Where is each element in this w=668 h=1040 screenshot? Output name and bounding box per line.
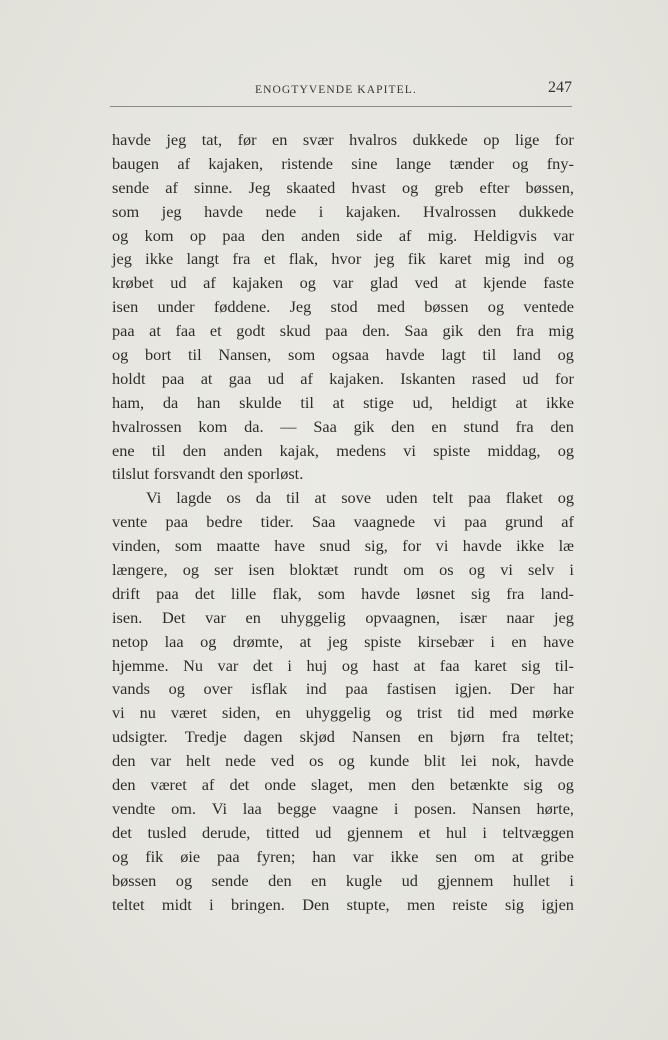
text-line: Vi lagde os da til at sove uden telt paa flaket og [146,488,574,508]
text-line: bøssen og sende den en kugle ud gjennem hullet i [112,870,574,890]
text-line: som jeg havde nede i kajaken. Hvalrossen dukkede [112,201,574,221]
text-line: vinden, som maatte have snud sig, for vi havde ikke læ [112,536,574,556]
text-line: hvalrossen kom da. — Saa gik den en stund fra den [112,416,574,436]
header-rule [110,106,572,107]
running-title: ENOGTYVENDE KAPITEL. [255,84,417,96]
text-line: netop laa og drømte, at jeg spiste kirsebær i en have [112,631,574,651]
text-line: isen under føddene. Jeg stod med bøssen og ventede [112,297,574,317]
text-line: tilslut forsvandt den sporløst. [112,464,304,484]
page-header [110,80,574,106]
text-line: og fik øie paa fyren; han var ikke sen om at gribe [112,846,574,866]
text-line: hjemme. Nu var det i huj og hast at faa karet sig til- [112,655,574,675]
text-line: længere, og ser isen bloktæt rundt om os og vi selv i [112,560,574,580]
text-line: sende af sinne. Jeg skaated hvast og greb efter bøssen, [112,177,574,197]
text-line: isen. Det var en uhyggelig opvaagnen, især naar jeg [112,607,574,627]
text-line: vente paa bedre tider. Saa vaagnede vi paa grund af [112,512,574,532]
page-number: 247 [548,79,572,96]
text-line: paa at faa et godt skud paa den. Saa gik den fra mig [112,321,574,341]
text-line: jeg ikke langt fra et flak, hvor jeg fik karet mig ind og [112,249,574,269]
text-line: og bort til Nansen, som ogsaa havde lagt til land og [112,345,574,365]
text-line: havde jeg tat, før en svær hvalros dukkede op lige for [112,130,574,149]
text-line: ene til den anden kajak, medens vi spiste middag, og [112,440,574,460]
text-line: vands og over isflak ind paa fastisen igjen. Der har [112,679,574,699]
text-line: baugen af kajaken, ristende sine lange tænder og fny- [112,153,574,173]
text-line: den været af det onde slaget, men den betænkte sig og [112,775,574,795]
text-line: teltet midt i bringen. Den stupte, men reiste sig igjen [112,894,574,914]
text-line: og kom op paa den anden side af mig. Heldigvis var [112,225,574,245]
text-line: drift paa det lille flak, som havde løsnet sig fra land- [112,583,574,603]
text-line: holdt paa at gaa ud af kajaken. Iskanten rased ud for [112,368,574,388]
text-line: det tusled derude, titted ud gjennem et hul i teltvæggen [112,822,574,842]
text-line: udsigter. Tredje dagen skjød Nansen en bjørn fra teltet; [112,727,574,747]
body-text [112,128,574,916]
text-line: den var helt nede ved os og kunde blit lei nok, havde [112,751,574,771]
text-line: vi nu været siden, en uhyggelig og trist tid med mørke [112,703,574,723]
text-line: krøbet ud af kajaken og var glad ved at kjende faste [112,273,574,293]
text-line: vendte om. Vi laa begge vaagne i posen. Nansen hørte, [112,798,574,818]
text-line: ham, da han skulde til at stige ud, heldigt at ikke [112,392,574,412]
